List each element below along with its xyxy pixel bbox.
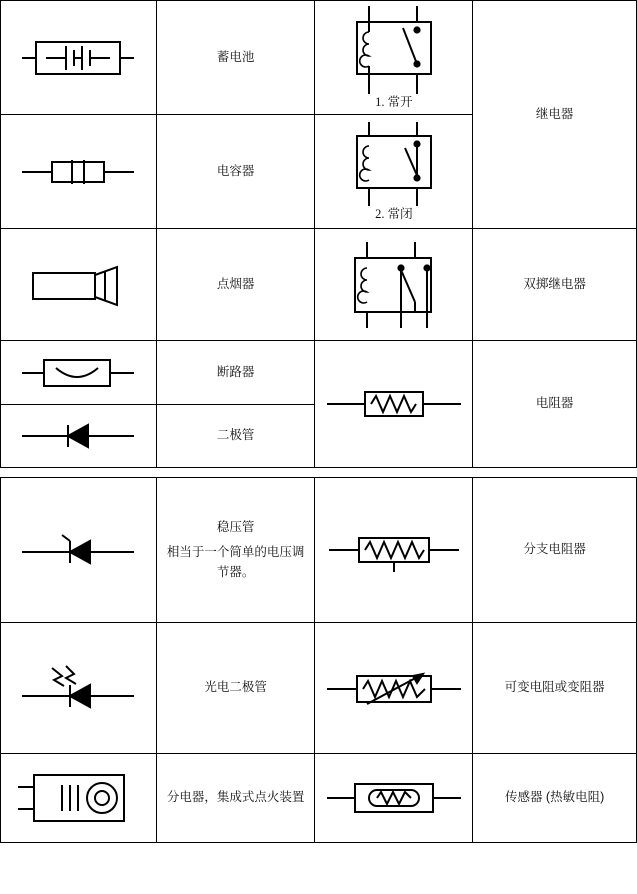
relay-normally-closed-symbol [315, 122, 472, 206]
distributor-symbol [1, 767, 156, 829]
label-cell-diode [156, 405, 315, 468]
table-row [1, 478, 637, 623]
symbol-cell-thermistor-sensor [315, 754, 473, 843]
symbol-label: 断路器 [216, 364, 255, 379]
label-cell-resistor [473, 341, 637, 468]
symbol-cell-capacitor [1, 115, 157, 229]
symbol-cell-tapped-resistor [315, 478, 473, 623]
label-cell-variable-resistor [473, 623, 637, 754]
relay-normally-open-symbol [315, 6, 472, 94]
diode-symbol [1, 421, 156, 451]
double-throw-relay-symbol [315, 242, 472, 328]
symbol-label [157, 514, 315, 586]
table-row [1, 623, 637, 754]
resistor-symbol [315, 384, 472, 424]
tapped-resistor-symbol [315, 528, 472, 572]
symbol-label: 电阻器 [535, 396, 574, 411]
symbol-label: 分电器，集成式点火装置 [166, 790, 305, 805]
symbol-label: 传感器 (热敏电阻) [504, 790, 605, 805]
symbol-caption: 1. 常开 [375, 94, 413, 109]
label-cell-relay [473, 1, 637, 229]
label-cell-cigarette-lighter [156, 229, 315, 341]
table-row [1, 754, 637, 843]
thermistor-sensor-symbol [315, 776, 472, 820]
label-cell-circuit-breaker [156, 341, 315, 405]
symbol-label: 分支电阻器 [523, 542, 586, 557]
symbol-label-main: 稳压管 [216, 519, 255, 534]
symbol-label: 点烟器 [216, 276, 255, 291]
circuit-breaker-symbol [1, 352, 156, 394]
photodiode-symbol [1, 662, 156, 714]
label-cell-thermistor-sensor [473, 754, 637, 843]
symbol-cell-double-throw-relay [315, 229, 473, 341]
symbol-cell-zener-diode [1, 478, 157, 623]
table-row [1, 1, 637, 115]
symbol-cell-distributor [1, 754, 157, 843]
symbol-label: 继电器 [535, 106, 574, 121]
symbol-label: 光电二极管 [204, 680, 267, 695]
zener-diode-symbol [1, 533, 156, 567]
label-cell-distributor [156, 754, 315, 843]
cigarette-lighter-symbol [1, 263, 156, 307]
label-cell-double-throw-relay [473, 229, 637, 341]
symbol-cell-resistor [315, 341, 473, 468]
label-cell-battery [156, 1, 315, 115]
table-block-gap [0, 468, 637, 477]
symbol-label: 可变电阻或变阻器 [504, 680, 605, 695]
variable-resistor-symbol [315, 664, 472, 712]
symbol-cell-photodiode [1, 623, 157, 754]
table-row [1, 229, 637, 341]
symbol-cell-battery [1, 1, 157, 115]
label-cell-tapped-resistor [473, 478, 637, 623]
battery-symbol [1, 30, 156, 86]
symbol-cell-relay-no [315, 1, 473, 115]
symbol-cell-circuit-breaker [1, 341, 157, 405]
symbol-label-note: 相当于一个简单的电压调节器。 [166, 545, 305, 579]
symbol-label: 蓄电池 [216, 49, 255, 64]
symbol-cell-diode [1, 405, 157, 468]
symbol-label: 双掷继电器 [523, 276, 586, 291]
label-cell-capacitor [156, 115, 315, 229]
symbol-cell-cigarette-lighter [1, 229, 157, 341]
table-row [1, 341, 637, 405]
label-cell-zener-diode [156, 478, 315, 623]
label-cell-photodiode [156, 623, 315, 754]
symbol-label: 电容器 [216, 163, 255, 178]
capacitor-symbol [1, 149, 156, 195]
symbol-table-block-2 [0, 477, 637, 843]
symbol-cell-relay-nc [315, 115, 473, 229]
symbol-label: 二极管 [216, 428, 255, 443]
symbol-caption: 2. 常闭 [375, 206, 413, 221]
symbol-cell-variable-resistor [315, 623, 473, 754]
